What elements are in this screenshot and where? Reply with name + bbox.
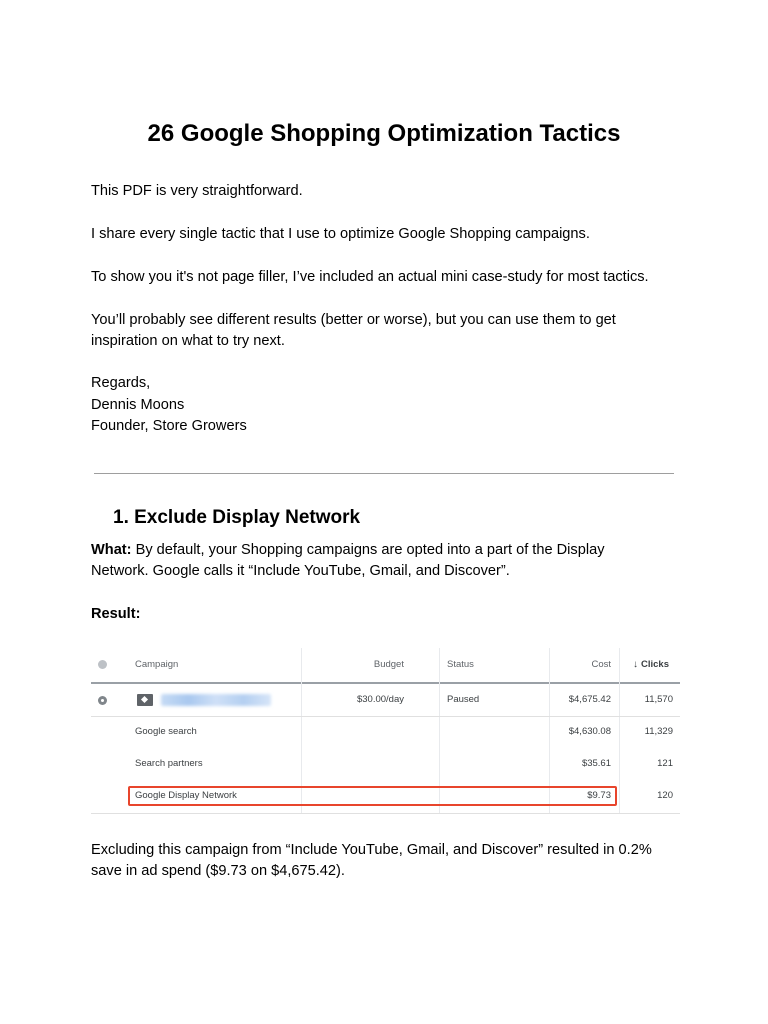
what-text: By default, your Shopping campaigns are opted into a part of the Display Network. Google calls it “Include YouTube, Gmail, and Discover”. (91, 542, 605, 579)
row-divider (91, 813, 680, 814)
intro-paragraph-4: You’ll probably see different results (better or worse), but you can use them to get inspiration on what to try next. (91, 312, 616, 349)
signoff-name: Dennis Moons (91, 397, 185, 413)
page-title: 26 Google Shopping Optimization Tactics (147, 120, 621, 147)
network-row-clicks: 11,329 (644, 726, 673, 737)
intro-paragraph-3: To show you it's not page filler, I’ve included an actual mini case-study for most tactics. (91, 269, 649, 285)
network-row-cost: $9.73 (587, 790, 611, 801)
network-row-cost: $35.61 (581, 758, 611, 769)
network-row-name: Search partners (135, 758, 203, 769)
network-row-cost: $4,630.08 (568, 726, 611, 737)
column-header-status: Status (447, 659, 474, 670)
network-row-name: Google Display Network (135, 790, 237, 801)
campaign-status: Paused (447, 694, 480, 705)
shopping-campaign-icon (137, 694, 153, 706)
intro-paragraph-2: I share every single tactic that I use to optimize Google Shopping campaigns. (91, 226, 590, 242)
campaign-cost: $4,675.42 (568, 694, 611, 705)
signoff-role: Founder, Store Growers (91, 418, 247, 434)
section-divider (94, 473, 674, 474)
campaign-budget: $30.00/day (356, 694, 404, 705)
network-row-clicks: 120 (657, 790, 673, 801)
network-row-name: Google search (135, 726, 197, 737)
intro-paragraph-1: This PDF is very straightforward. (91, 183, 303, 199)
campaign-name-redacted (161, 694, 271, 706)
row-divider (91, 716, 680, 717)
display-network-highlight-box (128, 786, 617, 806)
what-paragraph (91, 540, 631, 582)
result-label: Result: (91, 606, 141, 622)
paused-status-icon (98, 696, 107, 705)
column-header-budget: Budget (373, 659, 404, 670)
signoff-regards: Regards, (91, 375, 151, 391)
column-header-clicks (633, 659, 669, 671)
section-heading: 1. Exclude Display Network (113, 507, 361, 528)
arrow-down-icon: ↓ (633, 659, 638, 670)
column-header-campaign: Campaign (135, 659, 179, 670)
campaign-clicks: 11,570 (644, 694, 673, 705)
campaign-table-screenshot (91, 648, 680, 814)
column-divider (619, 648, 620, 814)
status-dot-icon (98, 660, 107, 669)
network-row-clicks: 121 (657, 758, 673, 769)
conclusion-paragraph: Excluding this campaign from “Include YouTube, Gmail, and Discover” resulted in 0.2% save in ad spend ($9.73 on $4,675.42). (91, 842, 652, 879)
column-header-clicks-label: Clicks (641, 659, 669, 670)
what-label: What: (91, 542, 132, 558)
column-header-cost: Cost (591, 659, 611, 670)
